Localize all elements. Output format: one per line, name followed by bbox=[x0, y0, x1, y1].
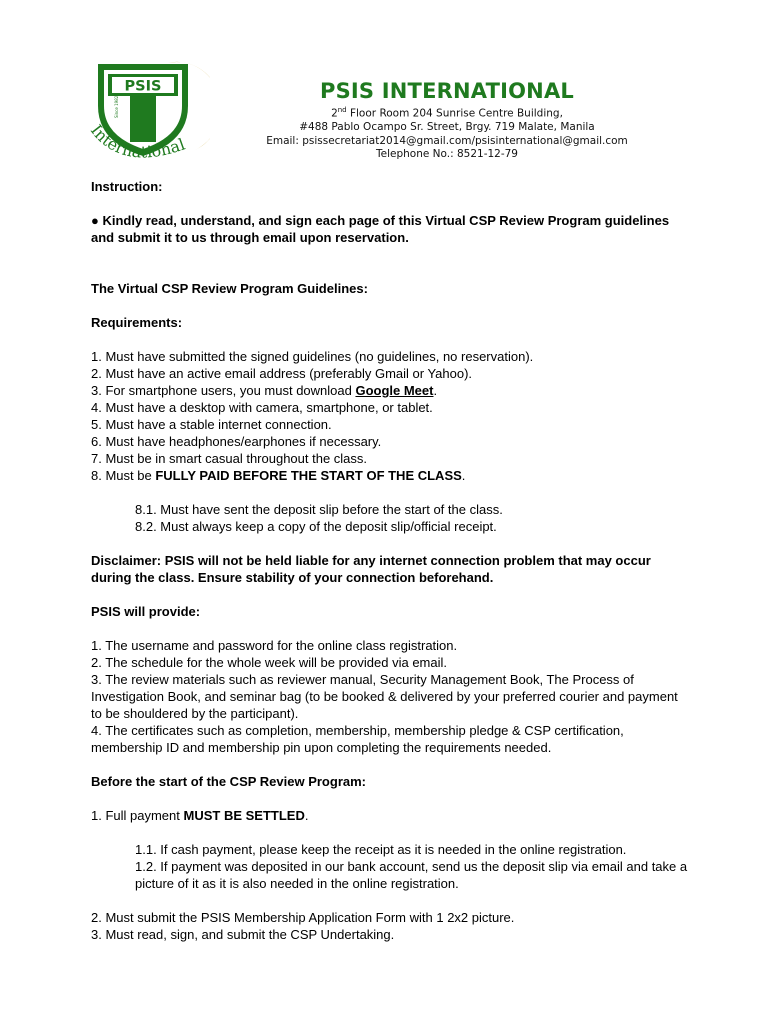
requirement-item: 5. Must have a stable internet connection. bbox=[91, 417, 332, 432]
requirement-item bbox=[91, 382, 691, 399]
address-line-1-rest: Floor Room 204 Sunrise Centre Building, bbox=[346, 107, 563, 120]
fully-paid-emphasis: FULLY PAID BEFORE THE START OF THE CLASS bbox=[155, 468, 462, 483]
document-body bbox=[91, 178, 691, 943]
requirement-subitem: 8.2. Must always keep a copy of the deposit slip/official receipt. bbox=[135, 519, 497, 534]
org-name: PSIS INTERNATIONAL bbox=[320, 79, 574, 103]
disclaimer: Disclaimer: PSIS will not be held liable for any internet connection problem that may occur during the class. Ensure stability of your connection beforehand. bbox=[91, 553, 651, 585]
logo-since-text: Since 1982 bbox=[114, 95, 119, 118]
before-subitem: 1.2. If payment was deposited in our bank account, send us the deposit slip via email and take a picture of it as it is also needed in the online registration. bbox=[135, 859, 688, 891]
letterhead bbox=[232, 78, 662, 162]
provide-item: 3. The review materials such as reviewer manual, Security Management Book, The Process of Investigation Book, and seminar bag (to be booked & delivered by your preferred courier and payment to be shouldered by the participant). bbox=[91, 672, 678, 721]
requirements-heading: Requirements: bbox=[91, 315, 183, 330]
requirement-item: 4. Must have a desktop with camera, smartphone, or tablet. bbox=[91, 400, 433, 415]
requirement-item bbox=[91, 467, 691, 484]
before-item bbox=[91, 807, 691, 824]
requirement-item-period: . bbox=[433, 383, 438, 398]
before-item-period: . bbox=[304, 808, 309, 823]
email-line: Email: psissecretariat2014@gmail.com/psisinternational@gmail.com bbox=[266, 134, 628, 147]
provide-heading: PSIS will provide: bbox=[91, 604, 201, 619]
requirement-subitem: 8.1. Must have sent the deposit slip before the start of the class. bbox=[135, 502, 503, 517]
before-heading: Before the start of the CSP Review Program: bbox=[91, 774, 366, 789]
address-line-1 bbox=[232, 104, 662, 121]
before-item: 2. Must submit the PSIS Membership Application Form with 1 2x2 picture. bbox=[91, 910, 515, 925]
address-line-2: #488 Pablo Ocampo Sr. Street, Brgy. 719 Malate, Manila bbox=[299, 121, 595, 133]
psis-logo bbox=[84, 56, 210, 174]
requirement-item-text: 3. For smartphone users, you must download bbox=[91, 383, 356, 398]
before-subitem: 1.1. If cash payment, please keep the receipt as it is needed in the online registration. bbox=[135, 842, 627, 857]
logo-psis-text: PSIS bbox=[124, 78, 162, 95]
requirement-item: 7. Must be in smart casual throughout the class. bbox=[91, 451, 368, 466]
requirement-item-period: . bbox=[461, 468, 466, 483]
before-item-text: 1. Full payment bbox=[91, 808, 184, 823]
instruction-heading: Instruction: bbox=[91, 179, 163, 194]
floor-ordinal: 2 bbox=[331, 107, 338, 120]
provide-item: 2. The schedule for the whole week will be provided via email. bbox=[91, 655, 448, 670]
before-item: 3. Must read, sign, and submit the CSP Undertaking. bbox=[91, 927, 395, 942]
requirement-item: 1. Must have submitted the signed guidelines (no guidelines, no reservation). bbox=[91, 349, 534, 364]
instruction-bullet: ● Kindly read, understand, and sign each page of this Virtual CSP Review Program guidelines and submit it to us through email upon reservation. bbox=[91, 213, 670, 245]
requirement-item: 2. Must have an active email address (preferably Gmail or Yahoo). bbox=[91, 366, 473, 381]
logo-arc-text: International bbox=[86, 120, 188, 162]
guidelines-title: The Virtual CSP Review Program Guidelines: bbox=[91, 281, 368, 296]
must-be-settled-emphasis: MUST BE SETTLED bbox=[183, 808, 305, 823]
floor-ordinal-suffix: nd bbox=[337, 106, 347, 114]
requirement-item-text: 8. Must be bbox=[91, 468, 156, 483]
google-meet-link[interactable]: Google Meet bbox=[355, 383, 434, 398]
provide-item: 4. The certificates such as completion, membership, membership pledge & CSP certification, membership ID and membership pin upon completing the requirements needed. bbox=[91, 723, 624, 755]
phone-line: Telephone No.: 8521-12-79 bbox=[376, 148, 518, 160]
requirement-item: 6. Must have headphones/earphones if necessary. bbox=[91, 434, 382, 449]
provide-item: 1. The username and password for the online class registration. bbox=[91, 638, 458, 653]
